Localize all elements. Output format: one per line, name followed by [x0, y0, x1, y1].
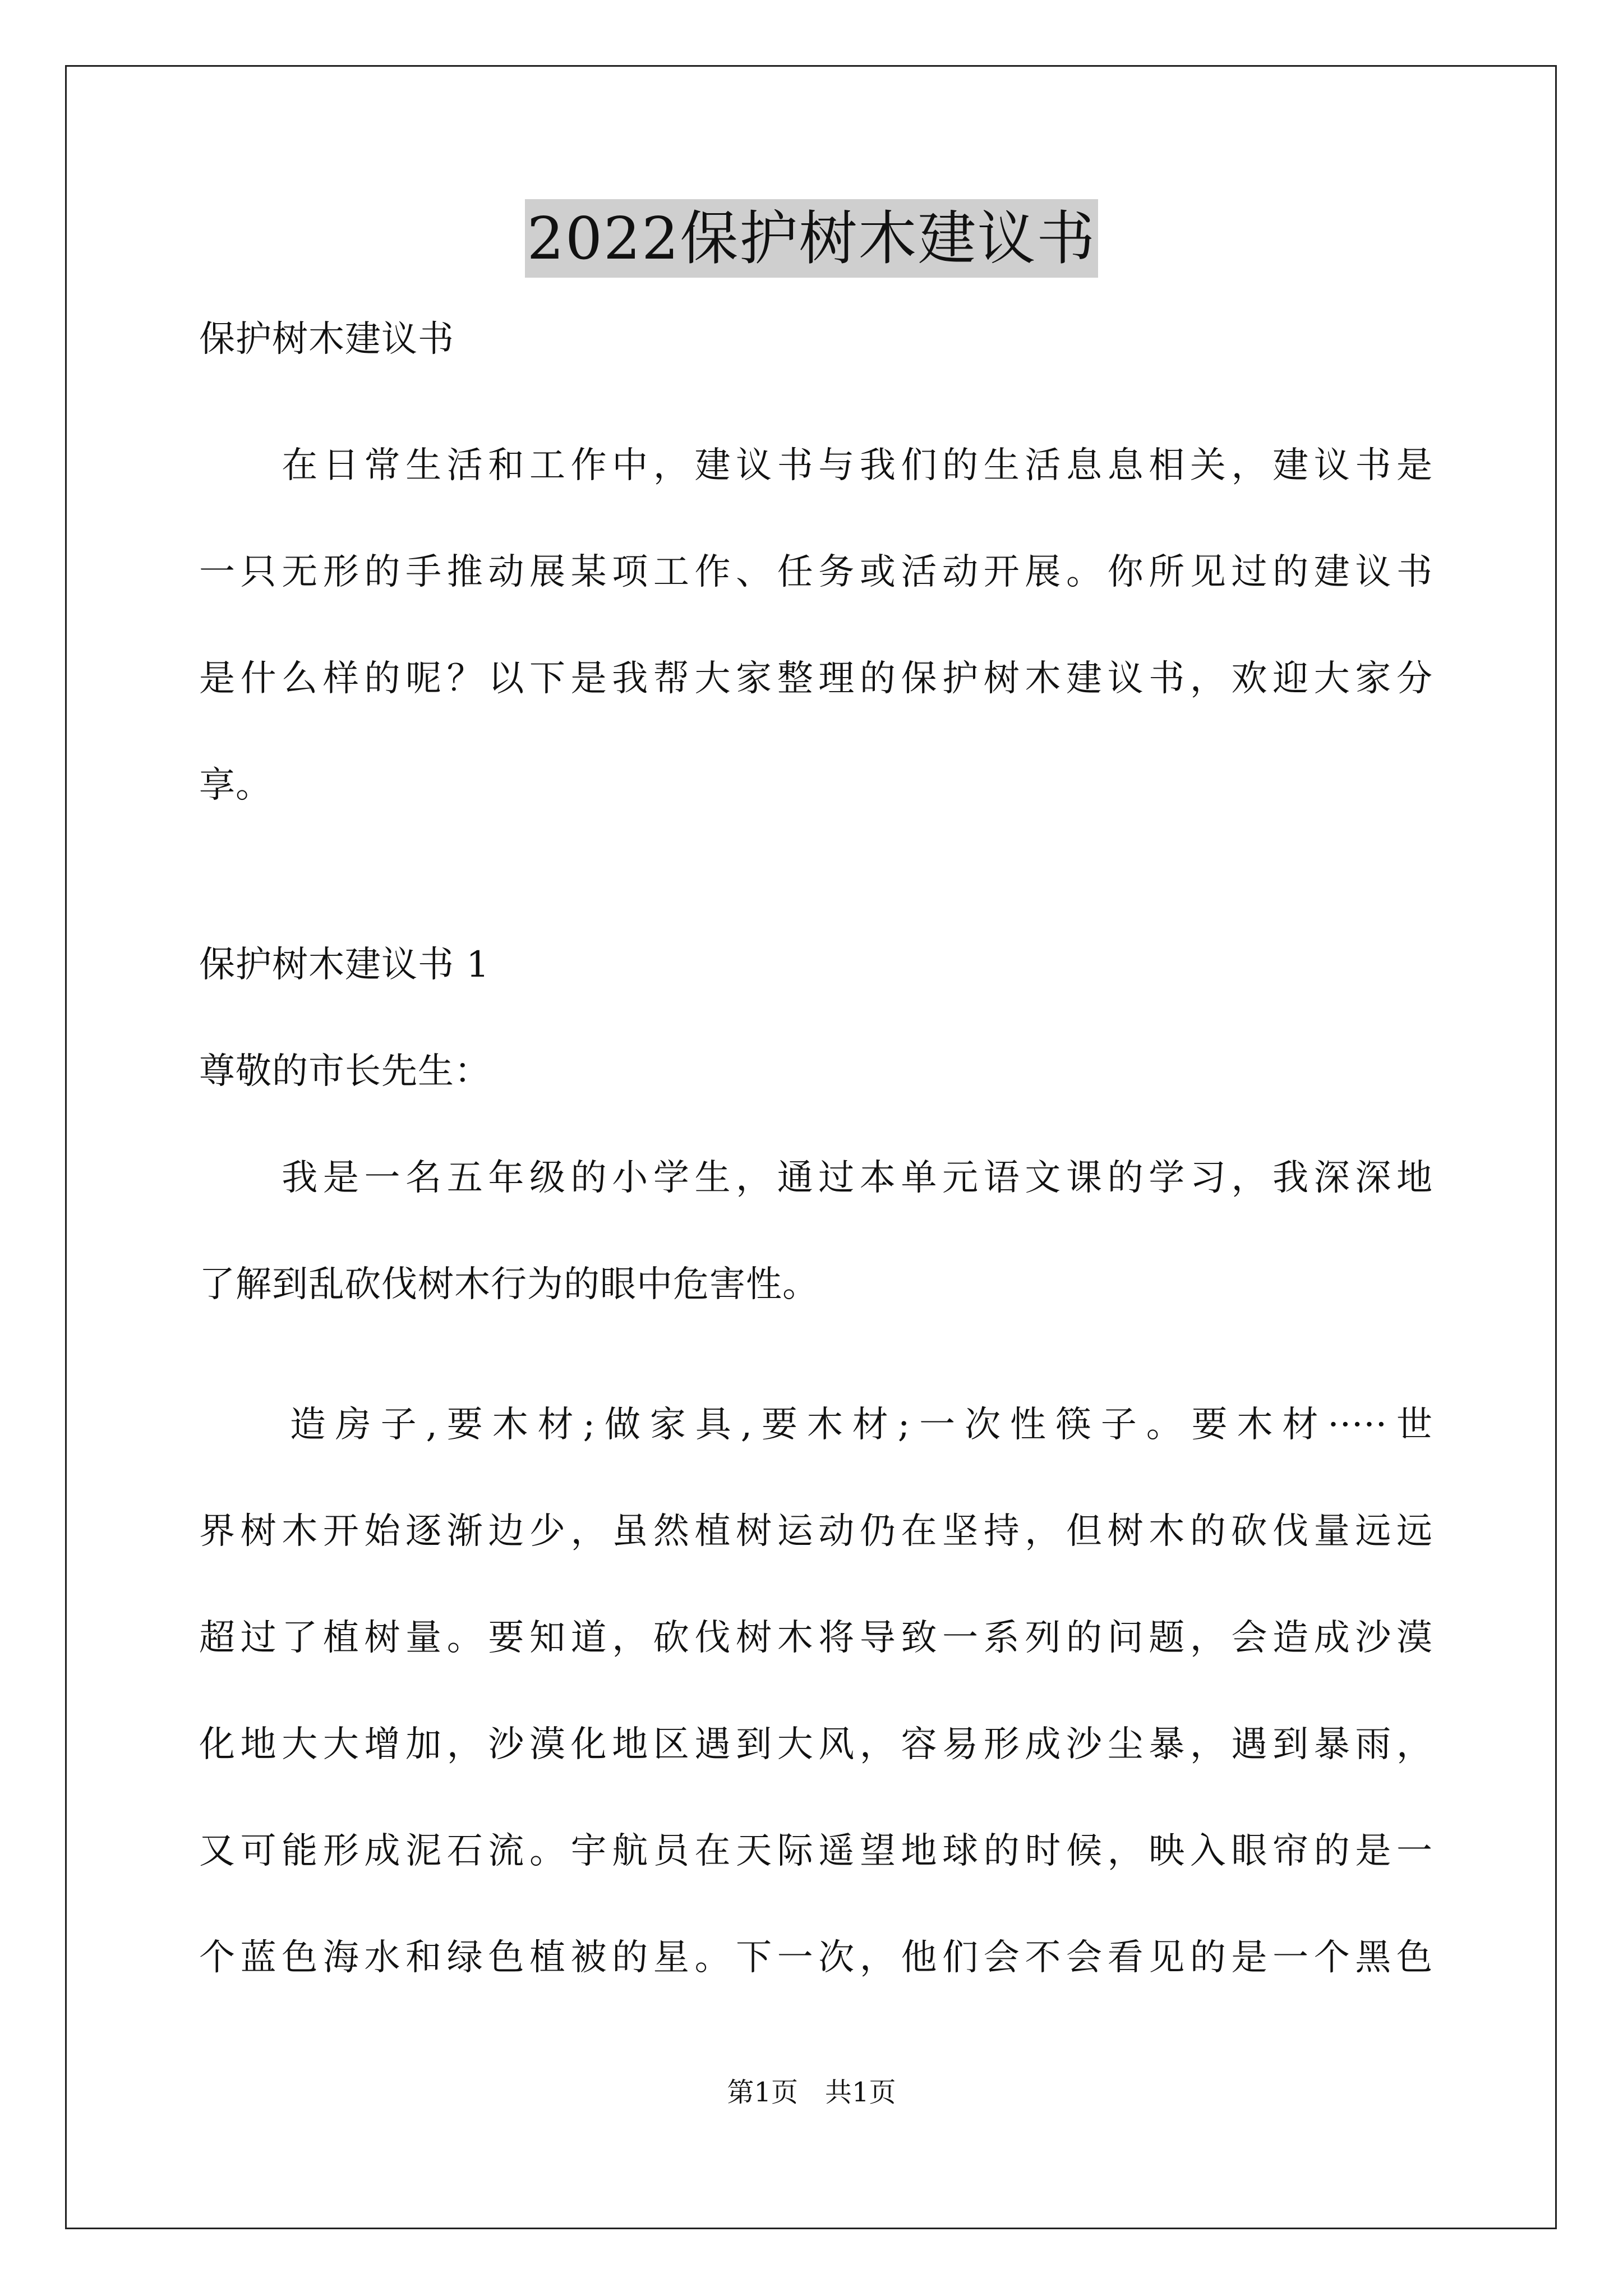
paragraph-line: 化地大大增加，沙漠化地区遇到大风，容易形成沙尘暴，遇到暴雨， [199, 1724, 1433, 1765]
paragraph-line: 了解到乱砍伐树木行为的眼中危害性。 [199, 1264, 819, 1305]
page-border [65, 65, 1557, 2229]
paragraph-line: 在日常生活和工作中，建议书与我们的生活息息相关，建议书是 [199, 445, 1433, 486]
document-title: 2022保护树木建议书 [525, 199, 1099, 278]
title-container [0, 199, 1623, 278]
paragraph-line: 享。 [199, 765, 272, 806]
paragraph-line: 超过了植树量。要知道，砍伐树木将导致一系列的问题，会造成沙漠 [199, 1617, 1433, 1659]
page-footer: 第1页 共1页 [727, 2077, 896, 2108]
section-heading: 保护树木建议书 1 [199, 944, 490, 986]
salutation: 尊敬的市长先生： [199, 1051, 491, 1092]
paragraph-line: 界树木开始逐渐边少，虽然植树运动仍在坚持，但树木的砍伐量远远 [199, 1511, 1433, 1552]
paragraph-line: 是什么样的呢？以下是我帮大家整理的保护树木建议书，欢迎大家分 [199, 658, 1433, 700]
paragraph-line: 又可能形成泥石流。宇航员在天际遥望地球的时候，映入眼帘的是一 [199, 1830, 1433, 1872]
paragraph-line: 我是一名五年级的小学生，通过本单元语文课的学习，我深深地 [199, 1157, 1433, 1199]
paragraph-line: 个蓝色海水和绿色植被的星。下一次，他们会不会看见的是一个黑色 [199, 1937, 1433, 1978]
paragraph-line: 一只无形的手推动展某项工作、任务或活动开展。你所见过的建议书 [199, 551, 1433, 593]
subtitle: 保护树木建议书 [199, 319, 454, 360]
paragraph-line: 造房子,要木材;做家具,要木材;一次性筷子。要木材·····世 [199, 1404, 1433, 1446]
